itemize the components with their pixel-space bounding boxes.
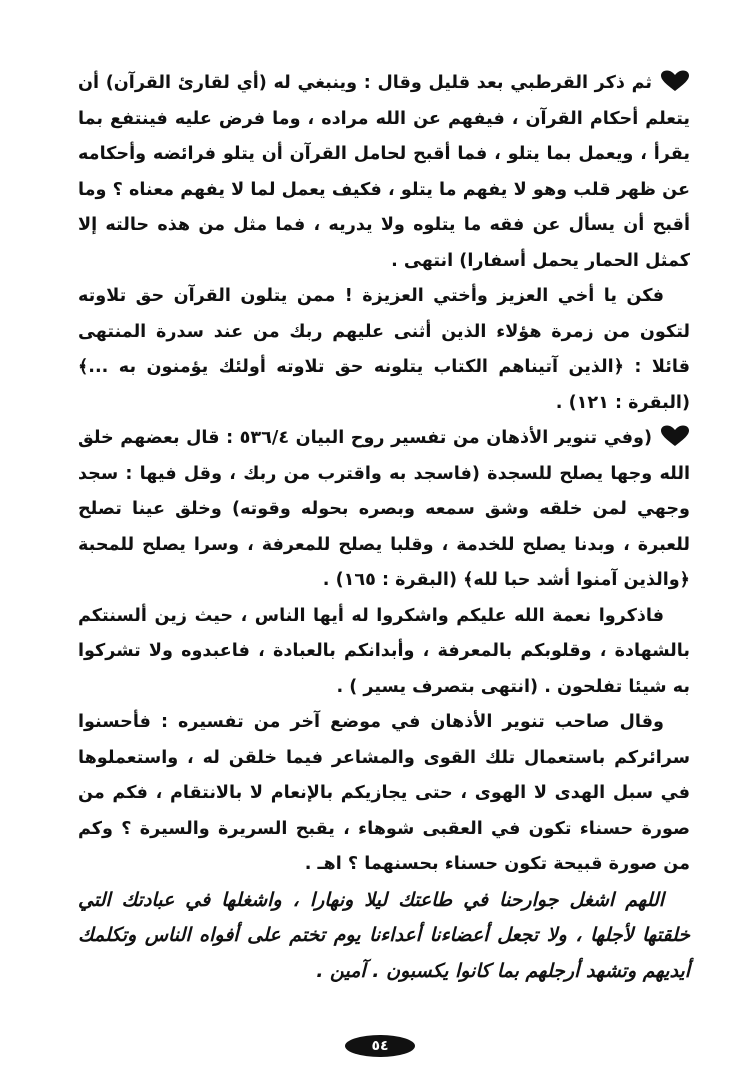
heart-icon: [660, 70, 690, 92]
paragraph-text: وقال صاحب تنوير الأذهان في موضع آخر من تفسيره : فأحسنوا سرائركم باستعمال تلك القوى والمشاعر فيما خلقن له ، واستعملوها في سبل الهدى لا الهوى ، حتى يجازيكم بالإنعام لا بالانتقام ، فكم من صورة حسناء تكون في العقبى شوهاء ، يقبح السريرة والسيرة ؟ وكم من صورة قبيحة تكون حسناء بحسنهما ؟ اهـ .: [78, 712, 690, 874]
paragraph-another-place: [78, 705, 690, 883]
paragraph-text: فكن يا أخي العزيز وأختي العزيزة ! ممن يتلون القرآن حق تلاوته لتكون من زمرة هؤلاء الذين أثنى عليهم ربك من عند سدرة المنتهى قائلا : ﴿الذين آتيناهم الكتاب يتلونه حق تلاوته أولئك يؤمنون به ...﴾ (البقرة : ١٢١) .: [78, 286, 690, 413]
page-body: [78, 66, 690, 1046]
paragraph-text: ثم ذكر القرطبي بعد قليل وقال : وينبغي له (أي لقارئ القرآن) أن يتعلم أحكام القرآن ، فيفهم عن الله مراده ، وما فرض عليه فينتفع بما يقرأ ، ويعمل بما يتلو ، فما أقبح لحامل القرآن أن يتلو فرائضه وأحكامه عن ظهر قلب وهو لا يفهم ما يتلو ، فكيف يعمل لما لا يفهم معناه ؟ وما أقبح أن يسأل عن فقه ما يتلوه ولا يدريه ، فما مثل من هذه حالته إلا كمثل الحمار يحمل أسفارا) انتهى .: [78, 73, 690, 271]
paragraph-text: (وفي تنوير الأذهان من تفسير روح البيان ٥٣٦/٤ : قال بعضهم خلق الله وجها يصلح للسجدة (فاسجد به واقترب من ربك ، وقل فيها : سجد وجهي لمن خلقه وشق سمعه وبصره بحوله وقوته) وخلق عينا تصلح للعبرة ، وبدنا يصلح للخدمة ، وقلبا يصلح للمعرفة ، وسرا يصلح للمحبة ﴿والذين آمنوا أشد حبا لله﴾ (البقرة : ١٦٥) .: [78, 428, 690, 590]
paragraph-text: فاذكروا نعمة الله عليكم واشكروا له أيها الناس ، حيث زين ألسنتكم بالشهادة ، وقلوبكم بالمعرفة ، وأبدانكم بالعبادة ، فاعبدوه ولا تشركوا به شيئا تفلحون . (انتهى بتصرف يسير ) .: [78, 605, 690, 697]
page-number: ٥٤: [345, 1035, 415, 1057]
paragraph-tanwir: [78, 421, 690, 599]
heart-icon: [660, 425, 690, 447]
paragraph-exhortation: [78, 279, 690, 421]
paragraph-qurtubi: [78, 66, 690, 279]
paragraph-remember: [78, 599, 690, 706]
closing-prayer: اللهم اشغل جوارحنا في طاعتك ليلا ونهارا ، واشغلها في عبادتك التي خلقتها لأجلها ، ولا تجعل أعضاءنا أعداءنا يوم تختم على أفواه الناس وتكلمك أيديهم وتشهد أرجلهم بما كانوا يكسبون . آمين .: [78, 888, 690, 982]
